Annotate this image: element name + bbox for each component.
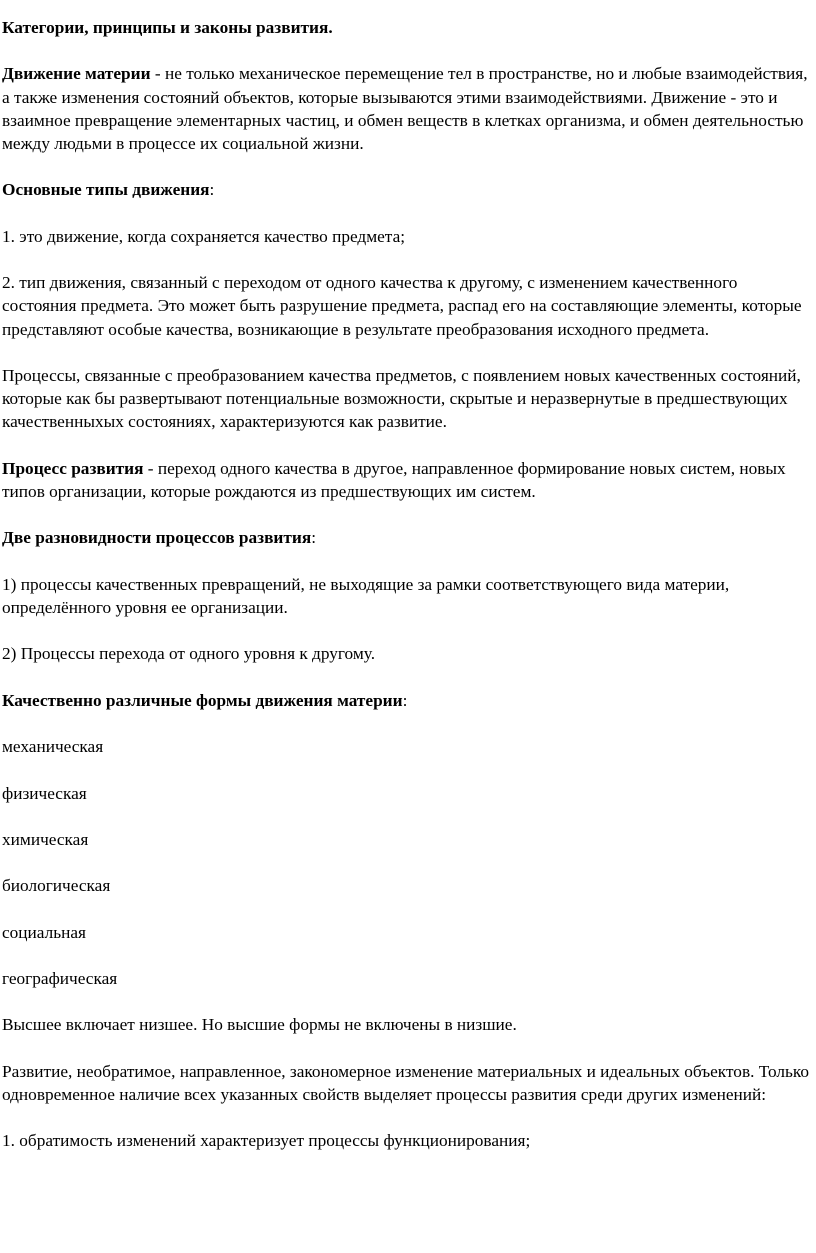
heading-suffix: : <box>311 528 316 548</box>
list-item-form-physical: физическая <box>2 783 87 803</box>
term-motion-forms: Качественно различные формы движения материи <box>2 690 403 710</box>
list-item-form-biological: биологическая <box>2 876 111 896</box>
list-item-form-social: социальная <box>2 922 87 942</box>
heading-development-kinds <box>2 526 812 549</box>
paragraph-motion-definition <box>2 62 812 155</box>
list-item-kind-1: 1) процессы качественных превращений, не выходящие за рамки соответствующего вида материи, определённого уровня ее организации. <box>2 574 730 617</box>
term-development-process: Процесс развития <box>2 458 144 478</box>
heading-motion-types <box>2 178 812 201</box>
term-motion: Движение материи <box>2 64 151 84</box>
list-item-motion-type-2: 2. тип движения, связанный с переходом от одного качества к другому, с изменением качественного состояния предмета. Это может быть разрушение предмета, распад его на составляющие элементы, которые представляют особые качества, возникающие в результате преобразования исходного предмета. <box>2 273 802 339</box>
list-item-motion-type-1: 1. это движение, когда сохраняется качество предмета; <box>2 226 406 246</box>
term-motion-types: Основные типы движения <box>2 180 210 200</box>
term-development-kinds: Две разновидности процессов развития <box>2 528 312 548</box>
development-process-text: - переход одного качества в другое, направленное формирование новых систем, новых типов организации, которые рождаются из предшествующих им систем. <box>2 458 786 501</box>
title-text: Категории, принципы и законы развития. <box>2 18 333 37</box>
list-item-kind-2: 2) Процессы перехода от одного уровня к другому. <box>2 644 376 664</box>
motion-definition-text: - не только механическое перемещение тел в пространстве, но и любые взаимодействия, а также изменения состояний объектов, которые вызываются этими взаимодействиями. Движение - это и взаимное превращение элементарных частиц, и обмен веществ в клетках организма, и обмен деятельностью между людьми в процессе их социальной жизни. <box>2 64 808 153</box>
heading-suffix: : <box>402 690 408 710</box>
paragraph-reversibility: 1. обратимость изменений характеризует процессы функционирования; <box>2 1131 531 1151</box>
paragraph-higher-lower: Высшее включает низшее. Но высшие формы не включены в низшие. <box>2 1015 517 1035</box>
paragraph-processes: Процессы, связанные с преобразованием качества предметов, с появлением новых качественных состояний, которые как бы развертывают потенциальные возможности, скрытые и неразвернутые в предшествующих качественныхых состояниях, характеризуются как развитие. <box>2 365 801 432</box>
paragraph-development-process <box>2 457 812 503</box>
list-item-form-mechanical: механическая <box>2 737 104 757</box>
paragraph-development-definition: Развитие, необратимое, направленное, закономерное изменение материальных и идеальных объектов. Только одновременное наличие всех указанных свойств выделяет процессы развития среди других изменений: <box>2 1061 810 1105</box>
heading-motion-forms <box>2 689 812 712</box>
list-item-form-geographical: географическая <box>2 969 118 989</box>
heading-suffix: : <box>209 180 215 200</box>
document-title <box>2 16 812 39</box>
list-item-form-chemical: химическая <box>2 829 89 849</box>
